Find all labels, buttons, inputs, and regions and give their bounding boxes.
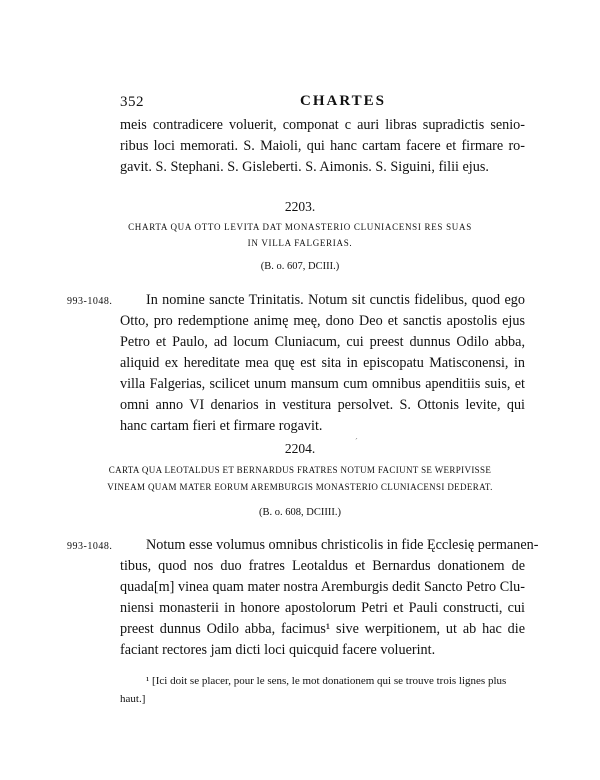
charter-number: 2203. [284,199,316,214]
source-reference: (B. o. 608, DCIIII.) [259,507,341,518]
footnote-line: haut.] [120,693,146,705]
margin-date: 993-1048. [67,541,113,552]
charter-rubric-line: VINEAM QUAM MATER EORUM AREMBURGIS MONASTERIO CLUNIACENSI DEDERAT. [107,482,493,492]
page-number: 352 [120,94,144,110]
text-line: quada[m] vinea quam mater nostra Aremburgis dedit Sancto Petro Clu- [120,579,525,595]
text-line: tibus, quod nos duo fratres Leotaldus et Bernardus donationem de [120,558,525,574]
source-reference: (B. o. 607, DCIII.) [260,261,340,272]
running-title: CHARTES [300,93,386,109]
charter-number: 2204. [284,441,316,456]
charter-rubric-line: IN VILLA FALGERIAS. [247,238,353,248]
charter-rubric-line: CARTA QUA LEOTALDUS ET BERNARDUS FRATRES NOTUM FACIUNT SE WERPIVISSE [108,465,492,475]
text-line: niensi monasterii in honore apostolorum Petri et Pauli constructi, cui [120,600,525,616]
text-line: Petro et Paulo, ad locum Cluniacum, cui preest dunnus Odilo abba, [120,334,525,350]
text-line: aliquid ex hereditate mea quę est sita in episcopatu Matisconensi, in [120,355,525,371]
text-line: Notum esse volumus omnibus christicolis in fide Ęcclesię permanen- [146,537,539,553]
text-line: gavit. S. Stephani. S. Gisleberti. S. Aimonis. S. Siguini, filii ejus. [120,159,489,175]
text-line: hanc cartam fieri et firmare rogavit. [120,418,323,434]
text-line: meis contradicere voluerit, componat c auri libras supradictis senio- [120,117,525,133]
margin-date: 993-1048. [67,296,113,307]
text-line: faciant rectores jam dicti loci quicquid facere voluerint. [120,642,436,658]
charter-rubric-line: CHARTA QUA OTTO LEVITA DAT MONASTERIO CLUNIACENSI RES SUAS [128,222,472,232]
text-line: In nomine sancte Trinitatis. Notum sit cunctis fidelibus, quod ego [146,292,525,308]
text-line: omni anno VI denarios in vestitura persolvet. S. Ottonis levite, qui [120,397,525,413]
text-line: ribus loci memorati. S. Maioli, qui hanc cartam facere et firmare ro- [120,138,525,154]
text-line: villa Falgerias, scilicet unum mansum cum omnibus apenditiis suis, et [120,376,525,392]
footnote-line: ¹ [Ici doit se placer, pour le sens, le mot donationem qui se trouve trois lignes plus [146,675,507,687]
text-line: preest dunnus Odilo abba, facimus¹ sive werpitionem, ut ab hac die [120,621,525,637]
text-line: Otto, pro redemptione animę meę, dono Deo et sanctis apostolis ejus [120,313,525,329]
print-mark: ˊ [355,437,358,446]
